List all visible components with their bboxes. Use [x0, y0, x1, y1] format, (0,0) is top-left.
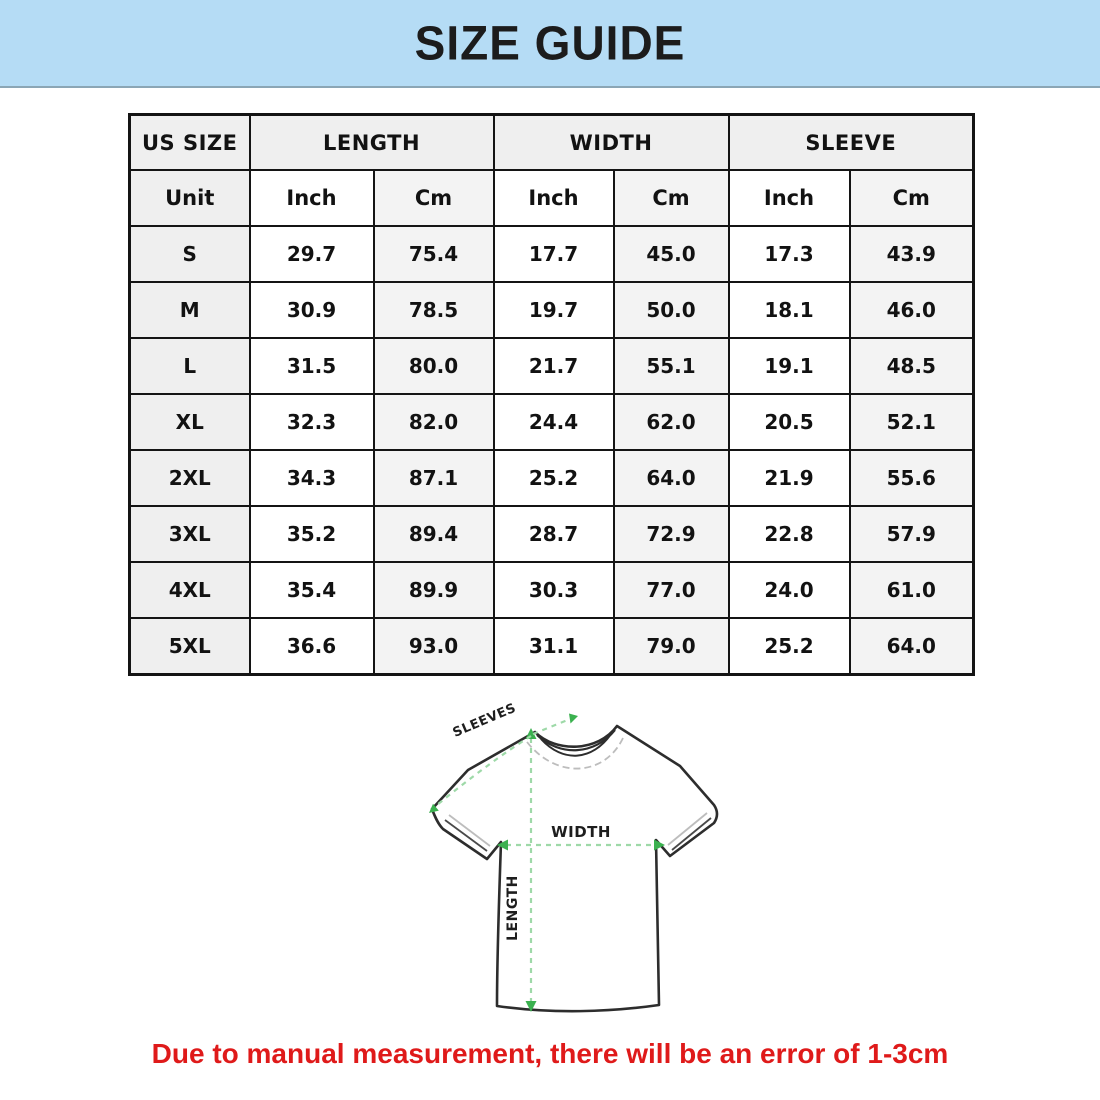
value-cell: 28.7 [494, 506, 614, 562]
value-cell: 35.2 [250, 506, 374, 562]
value-cell: 19.1 [729, 338, 850, 394]
value-cell: 43.9 [850, 226, 974, 282]
value-cell: 93.0 [374, 618, 494, 675]
table-row [130, 450, 974, 506]
size-cell: S [130, 226, 250, 282]
value-cell: 31.1 [494, 618, 614, 675]
length-cm-header: Cm [374, 170, 494, 226]
sleeves-label: SLEEVES [450, 700, 519, 741]
value-cell: 21.7 [494, 338, 614, 394]
width-inch-header: Inch [494, 170, 614, 226]
value-cell: 55.1 [614, 338, 729, 394]
col-header-length: LENGTH [250, 115, 494, 171]
col-header-us-size: US SIZE [130, 115, 250, 171]
table-row [130, 282, 974, 338]
value-cell: 64.0 [614, 450, 729, 506]
value-cell: 87.1 [374, 450, 494, 506]
value-cell: 24.4 [494, 394, 614, 450]
value-cell: 25.2 [494, 450, 614, 506]
value-cell: 18.1 [729, 282, 850, 338]
value-cell: 25.2 [729, 618, 850, 675]
sleeve-measure-line-upper [533, 719, 570, 734]
size-cell: 4XL [130, 562, 250, 618]
value-cell: 19.7 [494, 282, 614, 338]
table-row [130, 226, 974, 282]
value-cell: 22.8 [729, 506, 850, 562]
value-cell: 46.0 [850, 282, 974, 338]
table-row [130, 618, 974, 675]
value-cell: 89.9 [374, 562, 494, 618]
value-cell: 34.3 [250, 450, 374, 506]
tshirt-diagram-svg [410, 690, 770, 1050]
size-cell: 5XL [130, 618, 250, 675]
value-cell: 57.9 [850, 506, 974, 562]
tshirt-measurement-diagram [410, 690, 770, 1050]
value-cell: 78.5 [374, 282, 494, 338]
width-cm-header: Cm [614, 170, 729, 226]
table-row [130, 338, 974, 394]
value-cell: 89.4 [374, 506, 494, 562]
size-table [128, 113, 975, 676]
value-cell: 32.3 [250, 394, 374, 450]
length-inch-header: Inch [250, 170, 374, 226]
measurement-disclaimer: Due to manual measurement, there will be an error of 1-3cm [151, 1038, 949, 1069]
table-group-header-row [130, 115, 974, 171]
table-unit-row [130, 170, 974, 226]
value-cell: 29.7 [250, 226, 374, 282]
size-cell: XL [130, 394, 250, 450]
table-row [130, 394, 974, 450]
value-cell: 30.9 [250, 282, 374, 338]
size-cell: L [130, 338, 250, 394]
table-row [130, 562, 974, 618]
value-cell: 80.0 [374, 338, 494, 394]
size-cell: M [130, 282, 250, 338]
value-cell: 55.6 [850, 450, 974, 506]
col-header-width: WIDTH [494, 115, 729, 171]
value-cell: 50.0 [614, 282, 729, 338]
value-cell: 48.5 [850, 338, 974, 394]
value-cell: 77.0 [614, 562, 729, 618]
size-cell: 2XL [130, 450, 250, 506]
value-cell: 30.3 [494, 562, 614, 618]
value-cell: 62.0 [614, 394, 729, 450]
sleeve-cm-header: Cm [850, 170, 974, 226]
value-cell: 17.7 [494, 226, 614, 282]
value-cell: 79.0 [614, 618, 729, 675]
value-cell: 20.5 [729, 394, 850, 450]
page-title: SIZE GUIDE [414, 15, 686, 71]
title-banner [0, 0, 1100, 88]
value-cell: 36.6 [250, 618, 374, 675]
unit-header-cell: Unit [130, 170, 250, 226]
value-cell: 61.0 [850, 562, 974, 618]
value-cell: 72.9 [614, 506, 729, 562]
value-cell: 82.0 [374, 394, 494, 450]
value-cell: 21.9 [729, 450, 850, 506]
table-row [130, 506, 974, 562]
value-cell: 35.4 [250, 562, 374, 618]
value-cell: 75.4 [374, 226, 494, 282]
sleeve-inch-header: Inch [729, 170, 850, 226]
value-cell: 52.1 [850, 394, 974, 450]
value-cell: 31.5 [250, 338, 374, 394]
col-header-sleeve: SLEEVE [729, 115, 974, 171]
value-cell: 45.0 [614, 226, 729, 282]
sleeve-arrow-right-icon [569, 714, 578, 724]
length-label: LENGTH [505, 875, 521, 941]
value-cell: 17.3 [729, 226, 850, 282]
size-cell: 3XL [130, 506, 250, 562]
value-cell: 24.0 [729, 562, 850, 618]
width-label: WIDTH [551, 823, 611, 841]
value-cell: 64.0 [850, 618, 974, 675]
